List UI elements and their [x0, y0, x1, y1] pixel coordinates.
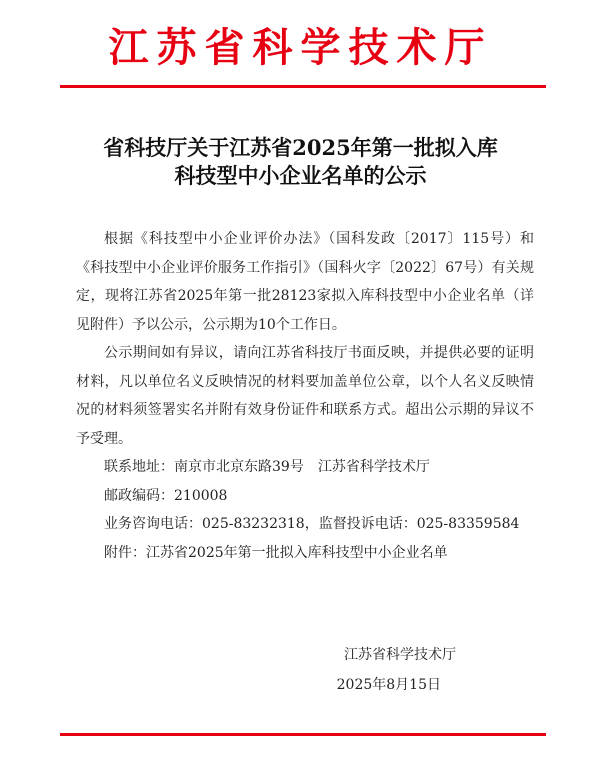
footer-divider [60, 733, 546, 736]
contact-address: 联系地址：南京市北京东路39号 江苏省科学技术厅 [104, 459, 430, 475]
attachment-note: 附件：江苏省2025年第一批拟入库科技型中小企业名单 [104, 544, 448, 561]
notice-paragraph-objection: 公示期间如有异议，请向江苏省科技厅书面反映，并提供必要的证明材料，凡以单位名义反映情况的材料要加盖单位公章，以个人名义反映情况的材料须签署实名并附有效身份证件和联系方式。超出公示期的异议不予受理。 [76, 345, 534, 447]
postcode: 邮政编码：210008 [104, 487, 228, 504]
notice-paragraph-basis: 根据《科技型中小企业评价办法》（国科发政〔2017〕115号）和《科技型中小企业评价服务工作指引》（国科火字〔2022〕67号）有关规定，现将江苏省2025年第一批28123家拟入库科技型中小企业名单（详见附件）予以公示，公示期为10个工作日。 [76, 231, 534, 333]
notice-title-line-2: 科技型中小企业名单的公示 [174, 163, 427, 188]
signature-org: 江苏省科学技术厅 [344, 647, 456, 663]
masthead-org-name: 江苏省科学技术厅 [108, 24, 493, 71]
notice-body [76, 225, 534, 567]
notice-title [0, 134, 601, 190]
contact-phones: 业务咨询电话：025-83232318，监督投诉电话：025-83359584 [104, 516, 520, 532]
signature-block [0, 640, 544, 700]
masthead-divider [60, 85, 546, 88]
signature-date: 2025年8月15日 [336, 677, 441, 693]
notice-title-line-1: 省科技厅关于江苏省2025年第一批拟入库 [103, 135, 498, 160]
